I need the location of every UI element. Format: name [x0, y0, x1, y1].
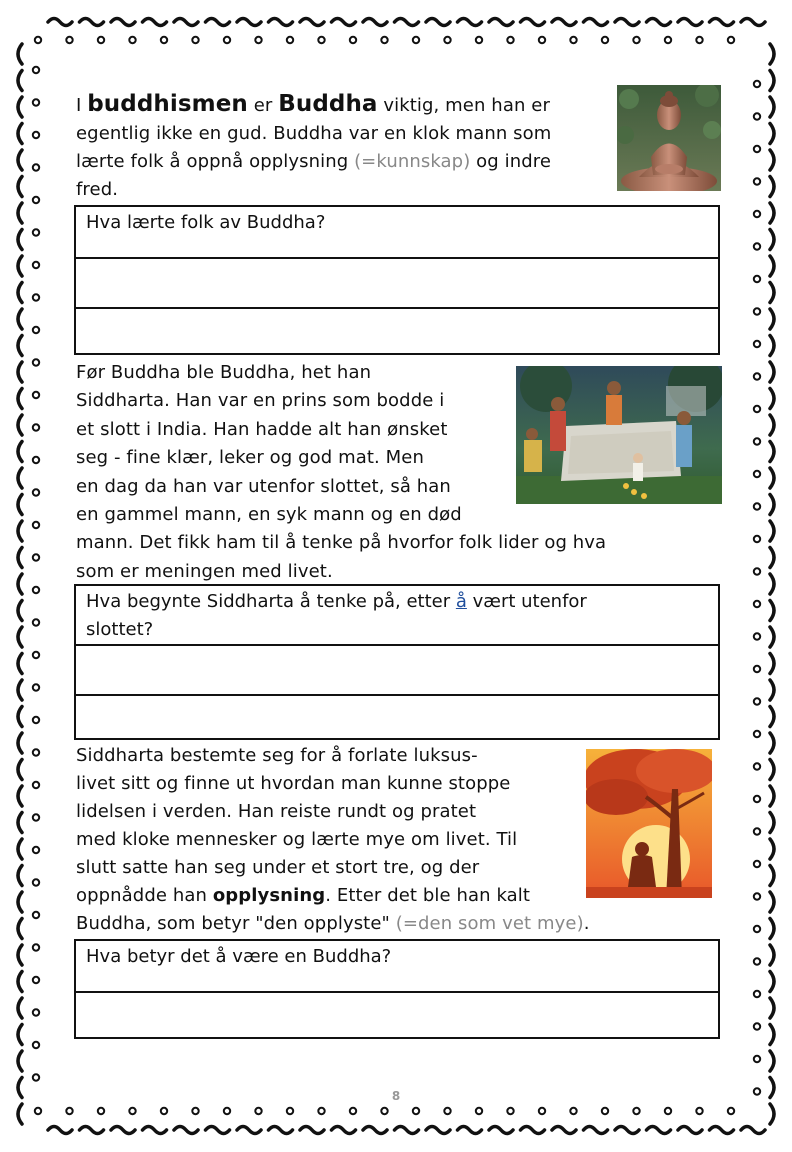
border-dot-right: [754, 796, 760, 802]
border-paren-right: [770, 1104, 774, 1124]
enlight-line-3: lidelsen i verden. Han reiste rundt og pratet: [76, 801, 477, 822]
border-paren-left: [18, 919, 22, 939]
border-wave-bottom: [174, 1127, 198, 1134]
enlight-line-6: oppnådde han opplysning. Etter det ble han kalt: [76, 885, 531, 906]
intro-line-2: egentlig ikke en gud. Buddha var en klok mann som: [76, 123, 552, 144]
border-dot-bottom: [255, 1108, 261, 1114]
border-paren-right: [770, 521, 774, 541]
border-dot-bottom: [35, 1108, 41, 1114]
border-dot-top: [224, 37, 230, 43]
border-wave-bottom: [395, 1127, 419, 1134]
border-dot-left: [33, 424, 39, 430]
page-number: 8: [391, 1089, 401, 1103]
palace-women-image: [516, 366, 722, 504]
border-dot-bottom: [224, 1108, 230, 1114]
border-dot-top: [318, 37, 324, 43]
border-paren-right: [770, 786, 774, 806]
border-paren-left: [18, 1051, 22, 1071]
border-dot-bottom: [728, 1108, 734, 1114]
border-paren-right: [770, 309, 774, 329]
keyword-buddhismen: buddhismen: [87, 91, 248, 117]
border-dot-bottom: [287, 1108, 293, 1114]
border-dot-left: [33, 457, 39, 463]
note-den-som-vet-mye: (=den som vet mye): [395, 913, 584, 934]
border-paren-left: [18, 203, 22, 223]
border-wave-bottom: [552, 1127, 576, 1134]
border-dot-bottom: [570, 1108, 576, 1114]
border-paren-right: [770, 336, 774, 356]
border-wave-bottom: [143, 1127, 167, 1134]
border-paren-left: [18, 150, 22, 170]
border-dot-bottom: [129, 1108, 135, 1114]
border-wave-bottom: [426, 1127, 450, 1134]
border-dot-left: [33, 717, 39, 723]
border-dot-right: [754, 828, 760, 834]
link-aa[interactable]: å: [455, 591, 467, 612]
border-dot-bottom: [633, 1108, 639, 1114]
border-dot-left: [33, 1009, 39, 1015]
border-wave-top: [111, 19, 135, 26]
border-wave-top: [678, 19, 702, 26]
border-wave-bottom: [332, 1127, 356, 1134]
border-wave-bottom: [489, 1127, 513, 1134]
border-dot-left: [33, 197, 39, 203]
paragraph-enlightenment: [76, 742, 590, 938]
border-dot-top: [98, 37, 104, 43]
border-paren-left: [18, 548, 22, 568]
border-dot-top: [696, 37, 702, 43]
answer-box-2: [74, 584, 720, 740]
border-wave-top: [458, 19, 482, 26]
border-paren-left: [18, 892, 22, 912]
border-dot-left: [33, 879, 39, 885]
border-paren-left: [18, 654, 22, 674]
border-dot-top: [381, 37, 387, 43]
border-dot-bottom: [539, 1108, 545, 1114]
border-dot-right: [754, 406, 760, 412]
border-paren-right: [770, 733, 774, 753]
question-row-2: [76, 586, 718, 644]
border-wave-bottom: [206, 1127, 230, 1134]
border-dot-right: [754, 926, 760, 932]
border-dot-left: [33, 652, 39, 658]
border-dot-bottom: [350, 1108, 356, 1114]
border-wave-bottom: [710, 1127, 734, 1134]
tree-meditation-silhouette-icon: [586, 749, 712, 898]
border-wave-top: [710, 19, 734, 26]
border-paren-right: [770, 203, 774, 223]
border-dot-bottom: [66, 1108, 72, 1114]
border-dot-left: [33, 522, 39, 528]
border-dot-bottom: [665, 1108, 671, 1114]
border-dot-top: [633, 37, 639, 43]
border-dot-right: [754, 113, 760, 119]
border-wave-top: [552, 19, 576, 26]
border-wave-bottom: [300, 1127, 324, 1134]
border-dot-top: [161, 37, 167, 43]
border-dot-top: [287, 37, 293, 43]
border-dot-bottom: [192, 1108, 198, 1114]
border-dot-bottom: [318, 1108, 324, 1114]
answer-box-1: [74, 205, 720, 355]
border-wave-top: [48, 19, 72, 26]
border-wave-top: [363, 19, 387, 26]
border-wave-top: [647, 19, 671, 26]
border-dot-top: [350, 37, 356, 43]
border-wave-top: [237, 19, 261, 26]
border-paren-left: [18, 601, 22, 621]
border-dot-right: [754, 731, 760, 737]
border-dot-left: [33, 814, 39, 820]
border-paren-right: [770, 256, 774, 276]
border-dot-right: [754, 243, 760, 249]
border-paren-left: [18, 362, 22, 382]
border-paren-right: [770, 495, 774, 515]
border-dot-bottom: [381, 1108, 387, 1114]
border-dot-right: [754, 471, 760, 477]
question-1: Hva lærte folk av Buddha?: [86, 212, 326, 233]
border-paren-right: [770, 415, 774, 435]
border-paren-left: [18, 786, 22, 806]
border-dot-left: [33, 67, 39, 73]
border-dot-left: [33, 294, 39, 300]
border-dot-right: [754, 536, 760, 542]
border-dot-right: [754, 958, 760, 964]
border-dot-left: [33, 229, 39, 235]
border-dot-right: [754, 211, 760, 217]
youth-line-2: Siddharta. Han var en prins som bodde i: [76, 390, 445, 412]
border-paren-right: [770, 839, 774, 859]
border-paren-left: [18, 124, 22, 144]
border-dot-left: [33, 912, 39, 918]
border-dot-left: [33, 392, 39, 398]
border-wave-top: [300, 19, 324, 26]
border-wave-top: [174, 19, 198, 26]
border-dot-bottom: [413, 1108, 419, 1114]
border-paren-right: [770, 813, 774, 833]
border-paren-left: [18, 495, 22, 515]
answer-line-3a[interactable]: [76, 991, 718, 1037]
border-dot-top: [413, 37, 419, 43]
tree-meditation-image: [586, 749, 712, 898]
border-dot-left: [33, 749, 39, 755]
border-dot-bottom: [444, 1108, 450, 1114]
border-dot-bottom: [98, 1108, 104, 1114]
border-dot-left: [33, 132, 39, 138]
border-dot-top: [444, 37, 450, 43]
border-paren-left: [18, 256, 22, 276]
border-wave-top: [143, 19, 167, 26]
question-row-1: [76, 207, 718, 257]
question-2: Hva begynte Siddharta å tenke på, etter å vært utenfor slottet?: [86, 591, 587, 640]
border-paren-left: [18, 309, 22, 329]
border-paren-right: [770, 945, 774, 965]
border-paren-right: [770, 71, 774, 91]
border-paren-left: [18, 389, 22, 409]
intro-line-4: fred.: [76, 179, 119, 200]
buddha-statue-icon: [617, 85, 721, 191]
border-dot-right: [754, 308, 760, 314]
border-dot-left: [33, 587, 39, 593]
answer-line-1b[interactable]: [76, 307, 718, 353]
border-wave-top: [426, 19, 450, 26]
intro-line-1: I buddhismen er Buddha viktig, men han er: [76, 91, 550, 117]
border-wave-top: [741, 19, 765, 26]
border-wave-top: [584, 19, 608, 26]
youth-line-7: mann. Det fikk ham til å tenke på hvorfor folk lider og hva: [76, 532, 607, 554]
enlight-line-7: Buddha, som betyr "den opplyste" (=den som vet mye).: [76, 913, 590, 934]
border-paren-left: [18, 707, 22, 727]
border-dot-right: [754, 146, 760, 152]
border-wave-bottom: [678, 1127, 702, 1134]
border-paren-right: [770, 283, 774, 303]
border-dot-left: [33, 489, 39, 495]
border-wave-bottom: [111, 1127, 135, 1134]
border-dot-right: [754, 81, 760, 87]
border-dot-top: [476, 37, 482, 43]
border-paren-left: [18, 945, 22, 965]
note-kunnskap: (=kunnskap): [354, 151, 471, 172]
border-dot-left: [33, 327, 39, 333]
border-paren-left: [18, 177, 22, 197]
border-wave-bottom: [584, 1127, 608, 1134]
border-dot-left: [33, 619, 39, 625]
border-paren-right: [770, 601, 774, 621]
border-paren-right: [770, 44, 774, 64]
youth-line-6: en gammel mann, en syk mann og en død: [76, 504, 462, 526]
border-paren-right: [770, 919, 774, 939]
border-dot-left: [33, 359, 39, 365]
border-paren-left: [18, 230, 22, 250]
youth-line-4: seg - fine klær, leker og god mat. Men: [76, 447, 424, 469]
border-dot-top: [665, 37, 671, 43]
paragraph-buddhism-intro: [76, 90, 551, 204]
border-dot-left: [33, 554, 39, 560]
youth-line-3: et slott i India. Han hadde alt han ønsket: [76, 418, 448, 440]
border-wave-top: [206, 19, 230, 26]
question-3: Hva betyr det å være en Buddha?: [86, 946, 392, 967]
border-dot-right: [754, 666, 760, 672]
border-dot-left: [33, 684, 39, 690]
border-dot-right: [754, 568, 760, 574]
border-dot-right: [754, 276, 760, 282]
intro-line-3: lærte folk å oppnå opplysning (=kunnskap) og indre: [76, 151, 552, 172]
youth-line-5: en dag da han var utenfor slottet, så han: [76, 475, 451, 497]
border-paren-left: [18, 521, 22, 541]
palace-women-painting-icon: [516, 366, 722, 504]
border-dot-right: [754, 1023, 760, 1029]
border-paren-left: [18, 442, 22, 462]
border-dot-right: [754, 601, 760, 607]
border-dot-right: [754, 373, 760, 379]
enlight-line-1: Siddharta bestemte seg for å forlate luksus-: [76, 745, 478, 766]
border-paren-left: [18, 733, 22, 753]
border-dot-left: [33, 99, 39, 105]
border-paren-right: [770, 362, 774, 382]
border-dot-right: [754, 893, 760, 899]
border-wave-top: [521, 19, 545, 26]
border-paren-left: [18, 97, 22, 117]
answer-line-2a[interactable]: [76, 644, 718, 694]
enlight-line-5: slutt satte han seg under et stort tre, og der: [76, 857, 480, 878]
border-dot-top: [570, 37, 576, 43]
youth-line-8: som er meningen med livet.: [76, 560, 333, 582]
border-paren-left: [18, 1104, 22, 1124]
border-dot-left: [33, 1074, 39, 1080]
border-dot-bottom: [507, 1108, 513, 1114]
border-paren-right: [770, 1051, 774, 1071]
border-dot-right: [754, 178, 760, 184]
border-paren-right: [770, 389, 774, 409]
border-paren-left: [18, 680, 22, 700]
border-wave-bottom: [48, 1127, 72, 1134]
border-dot-top: [728, 37, 734, 43]
youth-line-1: Før Buddha ble Buddha, het han: [76, 362, 372, 383]
border-paren-left: [18, 627, 22, 647]
border-dot-left: [33, 164, 39, 170]
border-paren-left: [18, 760, 22, 780]
border-paren-right: [770, 1025, 774, 1045]
border-paren-right: [770, 760, 774, 780]
border-dot-left: [33, 262, 39, 268]
border-dot-bottom: [696, 1108, 702, 1114]
border-wave-bottom: [521, 1127, 545, 1134]
answer-line-1a[interactable]: [76, 257, 718, 307]
border-wave-top: [80, 19, 104, 26]
border-wave-top: [489, 19, 513, 26]
answer-line-2b[interactable]: [76, 694, 718, 738]
buddha-statue-image: [617, 85, 721, 191]
border-paren-left: [18, 44, 22, 64]
answer-box-3: [74, 939, 720, 1039]
border-paren-left: [18, 1025, 22, 1045]
border-paren-left: [18, 839, 22, 859]
border-dot-right: [754, 503, 760, 509]
border-paren-left: [18, 998, 22, 1018]
keyword-opplysning: opplysning: [212, 885, 326, 906]
border-dot-bottom: [602, 1108, 608, 1114]
border-dot-right: [754, 438, 760, 444]
border-wave-bottom: [647, 1127, 671, 1134]
question-row-3: [76, 941, 718, 991]
border-paren-right: [770, 866, 774, 886]
border-wave-top: [615, 19, 639, 26]
border-wave-bottom: [458, 1127, 482, 1134]
border-paren-right: [770, 124, 774, 144]
border-dot-top: [192, 37, 198, 43]
border-wave-top: [269, 19, 293, 26]
border-dot-top: [35, 37, 41, 43]
keyword-buddha: Buddha: [278, 91, 378, 117]
border-dot-left: [33, 977, 39, 983]
border-wave-bottom: [237, 1127, 261, 1134]
border-dot-left: [33, 1042, 39, 1048]
border-wave-bottom: [741, 1127, 765, 1134]
border-paren-left: [18, 972, 22, 992]
border-paren-left: [18, 415, 22, 435]
border-dot-bottom: [161, 1108, 167, 1114]
border-paren-left: [18, 283, 22, 303]
border-wave-bottom: [363, 1127, 387, 1134]
border-paren-left: [18, 866, 22, 886]
border-paren-right: [770, 972, 774, 992]
border-dot-top: [507, 37, 513, 43]
border-paren-right: [770, 150, 774, 170]
border-paren-right: [770, 574, 774, 594]
border-wave-bottom: [615, 1127, 639, 1134]
border-paren-right: [770, 548, 774, 568]
border-paren-right: [770, 177, 774, 197]
border-paren-right: [770, 654, 774, 674]
border-wave-top: [395, 19, 419, 26]
border-dot-top: [129, 37, 135, 43]
border-paren-right: [770, 998, 774, 1018]
border-dot-right: [754, 991, 760, 997]
border-paren-right: [770, 680, 774, 700]
border-dot-right: [754, 698, 760, 704]
border-paren-left: [18, 813, 22, 833]
border-paren-right: [770, 442, 774, 462]
border-dot-top: [66, 37, 72, 43]
border-paren-right: [770, 230, 774, 250]
border-paren-right: [770, 97, 774, 117]
border-paren-left: [18, 468, 22, 488]
border-wave-top: [332, 19, 356, 26]
border-dot-left: [33, 782, 39, 788]
border-dot-top: [539, 37, 545, 43]
border-paren-right: [770, 468, 774, 488]
border-dot-top: [255, 37, 261, 43]
border-dot-left: [33, 847, 39, 853]
border-dot-right: [754, 341, 760, 347]
border-dot-right: [754, 861, 760, 867]
border-wave-bottom: [269, 1127, 293, 1134]
border-dot-bottom: [476, 1108, 482, 1114]
border-dot-right: [754, 1056, 760, 1062]
border-paren-left: [18, 336, 22, 356]
border-paren-right: [770, 627, 774, 647]
border-dot-right: [754, 763, 760, 769]
enlight-line-4: med kloke mennesker og lærte mye om livet. Til: [76, 829, 518, 850]
border-paren-left: [18, 71, 22, 91]
border-paren-right: [770, 892, 774, 912]
border-paren-right: [770, 707, 774, 727]
border-dot-top: [602, 37, 608, 43]
border-dot-right: [754, 633, 760, 639]
enlight-line-2: livet sitt og finne ut hvordan man kunne stoppe: [76, 773, 511, 794]
border-paren-left: [18, 574, 22, 594]
border-wave-bottom: [80, 1127, 104, 1134]
border-dot-left: [33, 944, 39, 950]
